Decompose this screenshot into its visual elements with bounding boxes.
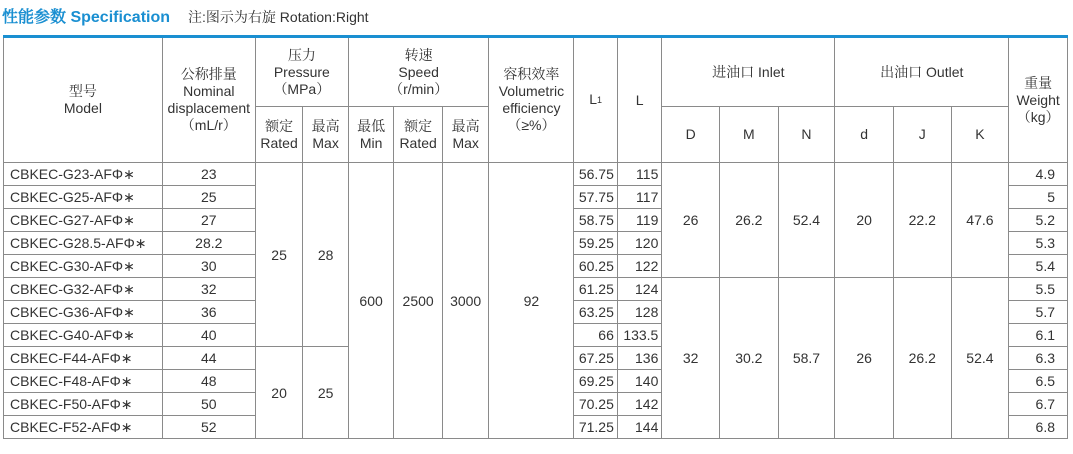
displacement-cell: 23 (162, 163, 255, 186)
displacement-cell: 50 (162, 393, 255, 416)
header-pressure-max-en: Max (312, 134, 339, 151)
header-speed-rated-en: Rated (399, 134, 437, 151)
port-d-outlet-cell: 20 (835, 163, 894, 278)
header-outlet-j: J (893, 107, 951, 163)
l1-cell: 56.75 (574, 163, 617, 186)
header-efficiency (489, 37, 574, 163)
pressure-rated-cell: 20 (255, 347, 303, 439)
port-j-inlet-cell: 26.2 (893, 278, 951, 439)
model-cell: CBKEC-G27-AFΦ∗ (4, 209, 163, 232)
header-speed-en: Speed (398, 63, 439, 80)
header-l1-subscript: 1 (597, 95, 603, 105)
weight-cell: 4.9 (1009, 163, 1068, 186)
header-pressure (255, 37, 348, 107)
header-displacement-en-2: displacement (167, 100, 251, 116)
port-n-inlet-cell: 52.4 (778, 163, 835, 278)
section-title: 性能参数 Specification (2, 9, 171, 26)
pressure-rated-cell: 25 (255, 163, 303, 347)
l-cell: 122 (617, 255, 661, 278)
weight-cell: 6.5 (1009, 370, 1068, 393)
model-cell: CBKEC-G23-AFΦ∗ (4, 163, 163, 186)
displacement-cell: 28.2 (162, 232, 255, 255)
model-cell: CBKEC-F44-AFΦ∗ (4, 347, 163, 370)
weight-cell: 5.7 (1009, 301, 1068, 324)
displacement-cell: 40 (162, 324, 255, 347)
rotation-note: 注:图示为右旋 Rotation:Right (188, 9, 369, 25)
header-pressure-zh: 压力 (287, 46, 316, 63)
header-efficiency-zh: 容积效率 (503, 66, 560, 82)
header-speed-max-zh: 最高 (451, 117, 480, 134)
model-cell: CBKEC-G30-AFΦ∗ (4, 255, 163, 278)
header-weight-unit: （kg） (1016, 108, 1060, 125)
port-n-inlet-cell: 58.7 (778, 278, 835, 439)
weight-cell: 5.2 (1009, 209, 1068, 232)
header-inlet-d: D (662, 107, 720, 163)
header-inlet-n: N (778, 107, 835, 163)
model-cell: CBKEC-G36-AFΦ∗ (4, 301, 163, 324)
header-model-en: Model (63, 100, 102, 116)
header-model-zh: 型号 (68, 83, 97, 99)
header-efficiency-en-2: efficiency (502, 100, 561, 116)
l-cell: 136 (617, 347, 661, 370)
port-d-inlet-cell: 32 (662, 278, 720, 439)
speed-max-cell: 3000 (442, 163, 489, 439)
l1-cell: 63.25 (574, 301, 617, 324)
header-speed-min (348, 107, 394, 163)
l-cell: 128 (617, 301, 661, 324)
header-speed-rated-zh: 额定 (404, 117, 433, 134)
table-row (4, 163, 1068, 186)
displacement-cell: 27 (162, 209, 255, 232)
header-pressure-max (303, 107, 349, 163)
header-outlet: 出油口 Outlet (835, 37, 1009, 107)
model-cell: CBKEC-G40-AFΦ∗ (4, 324, 163, 347)
l-cell: 117 (617, 186, 661, 209)
weight-cell: 6.1 (1009, 324, 1068, 347)
displacement-cell: 30 (162, 255, 255, 278)
header-weight (1009, 37, 1068, 163)
header-speed (348, 37, 489, 107)
l-cell: 119 (617, 209, 661, 232)
speed-min-cell: 600 (348, 163, 394, 439)
header-speed-min-en: Min (359, 134, 383, 151)
displacement-cell: 44 (162, 347, 255, 370)
header-l1-label: L (589, 91, 598, 107)
l-cell: 124 (617, 278, 661, 301)
l1-cell: 60.25 (574, 255, 617, 278)
header-pressure-rated-en: Rated (260, 134, 298, 151)
header-weight-zh: 重量 (1024, 74, 1053, 91)
weight-cell: 6.7 (1009, 393, 1068, 416)
header-speed-rated (394, 107, 443, 163)
header-pressure-rated-zh: 额定 (265, 117, 294, 134)
header-speed-max-en: Max (452, 134, 479, 151)
model-cell: CBKEC-G28.5-AFΦ∗ (4, 232, 163, 255)
header-efficiency-en-1: Volumetric (498, 83, 565, 99)
model-cell: CBKEC-G32-AFΦ∗ (4, 278, 163, 301)
page-heading (2, 4, 369, 28)
header-pressure-rated (255, 107, 303, 163)
header-speed-max (442, 107, 489, 163)
l-cell: 140 (617, 370, 661, 393)
header-pressure-max-zh: 最高 (311, 117, 340, 134)
header-pressure-en: Pressure (273, 63, 330, 80)
l-cell: 133.5 (617, 324, 661, 347)
model-cell: CBKEC-F48-AFΦ∗ (4, 370, 163, 393)
header-displacement-en-1: Nominal (183, 83, 235, 99)
header-speed-zh: 转速 (404, 46, 433, 63)
header-displacement-unit: （mL/r） (180, 117, 237, 133)
l1-cell: 69.25 (574, 370, 617, 393)
displacement-cell: 52 (162, 416, 255, 439)
l1-cell: 67.25 (574, 347, 617, 370)
port-m-inlet-cell: 26.2 (720, 163, 779, 278)
header-outlet-d: d (835, 107, 894, 163)
header-inlet-m: M (720, 107, 779, 163)
header-outlet-k: K (951, 107, 1009, 163)
weight-cell: 5 (1009, 186, 1068, 209)
speed-rated-cell: 2500 (394, 163, 443, 439)
port-k-inlet-cell: 52.4 (951, 278, 1009, 439)
l1-cell: 61.25 (574, 278, 617, 301)
l1-cell: 58.75 (574, 209, 617, 232)
displacement-cell: 36 (162, 301, 255, 324)
port-j-inlet-cell: 22.2 (893, 163, 951, 278)
weight-cell: 5.4 (1009, 255, 1068, 278)
weight-cell: 6.8 (1009, 416, 1068, 439)
header-efficiency-unit: （≥%） (507, 117, 556, 133)
port-d-outlet-cell: 26 (835, 278, 894, 439)
l1-cell: 70.25 (574, 393, 617, 416)
header-model (4, 37, 163, 163)
l-cell: 120 (617, 232, 661, 255)
header-row-top (4, 37, 1068, 107)
l-cell: 142 (617, 393, 661, 416)
weight-cell: 5.5 (1009, 278, 1068, 301)
pressure-max-cell: 25 (303, 347, 349, 439)
weight-cell: 6.3 (1009, 347, 1068, 370)
l-cell: 144 (617, 416, 661, 439)
header-speed-unit: （r/min） (389, 80, 449, 97)
displacement-cell: 25 (162, 186, 255, 209)
header-l1 (574, 37, 617, 163)
port-m-inlet-cell: 30.2 (720, 278, 779, 439)
weight-cell: 5.3 (1009, 232, 1068, 255)
efficiency-cell: 92 (489, 163, 574, 439)
model-cell: CBKEC-F52-AFΦ∗ (4, 416, 163, 439)
specification-table (3, 35, 1068, 439)
model-cell: CBKEC-F50-AFΦ∗ (4, 393, 163, 416)
port-d-inlet-cell: 26 (662, 163, 720, 278)
l-cell: 115 (617, 163, 661, 186)
header-displacement (162, 37, 255, 163)
l1-cell: 71.25 (574, 416, 617, 439)
displacement-cell: 32 (162, 278, 255, 301)
header-inlet: 进油口 Inlet (662, 37, 835, 107)
l1-cell: 66 (574, 324, 617, 347)
port-k-inlet-cell: 47.6 (951, 163, 1009, 278)
header-l: L (617, 37, 661, 163)
header-displacement-zh: 公称排量 (180, 66, 237, 82)
header-pressure-unit: （MPa） (273, 80, 331, 97)
header-weight-en: Weight (1016, 91, 1060, 108)
l1-cell: 57.75 (574, 186, 617, 209)
l1-cell: 59.25 (574, 232, 617, 255)
header-speed-min-zh: 最低 (357, 117, 386, 134)
pressure-max-cell: 28 (303, 163, 349, 347)
displacement-cell: 48 (162, 370, 255, 393)
model-cell: CBKEC-G25-AFΦ∗ (4, 186, 163, 209)
